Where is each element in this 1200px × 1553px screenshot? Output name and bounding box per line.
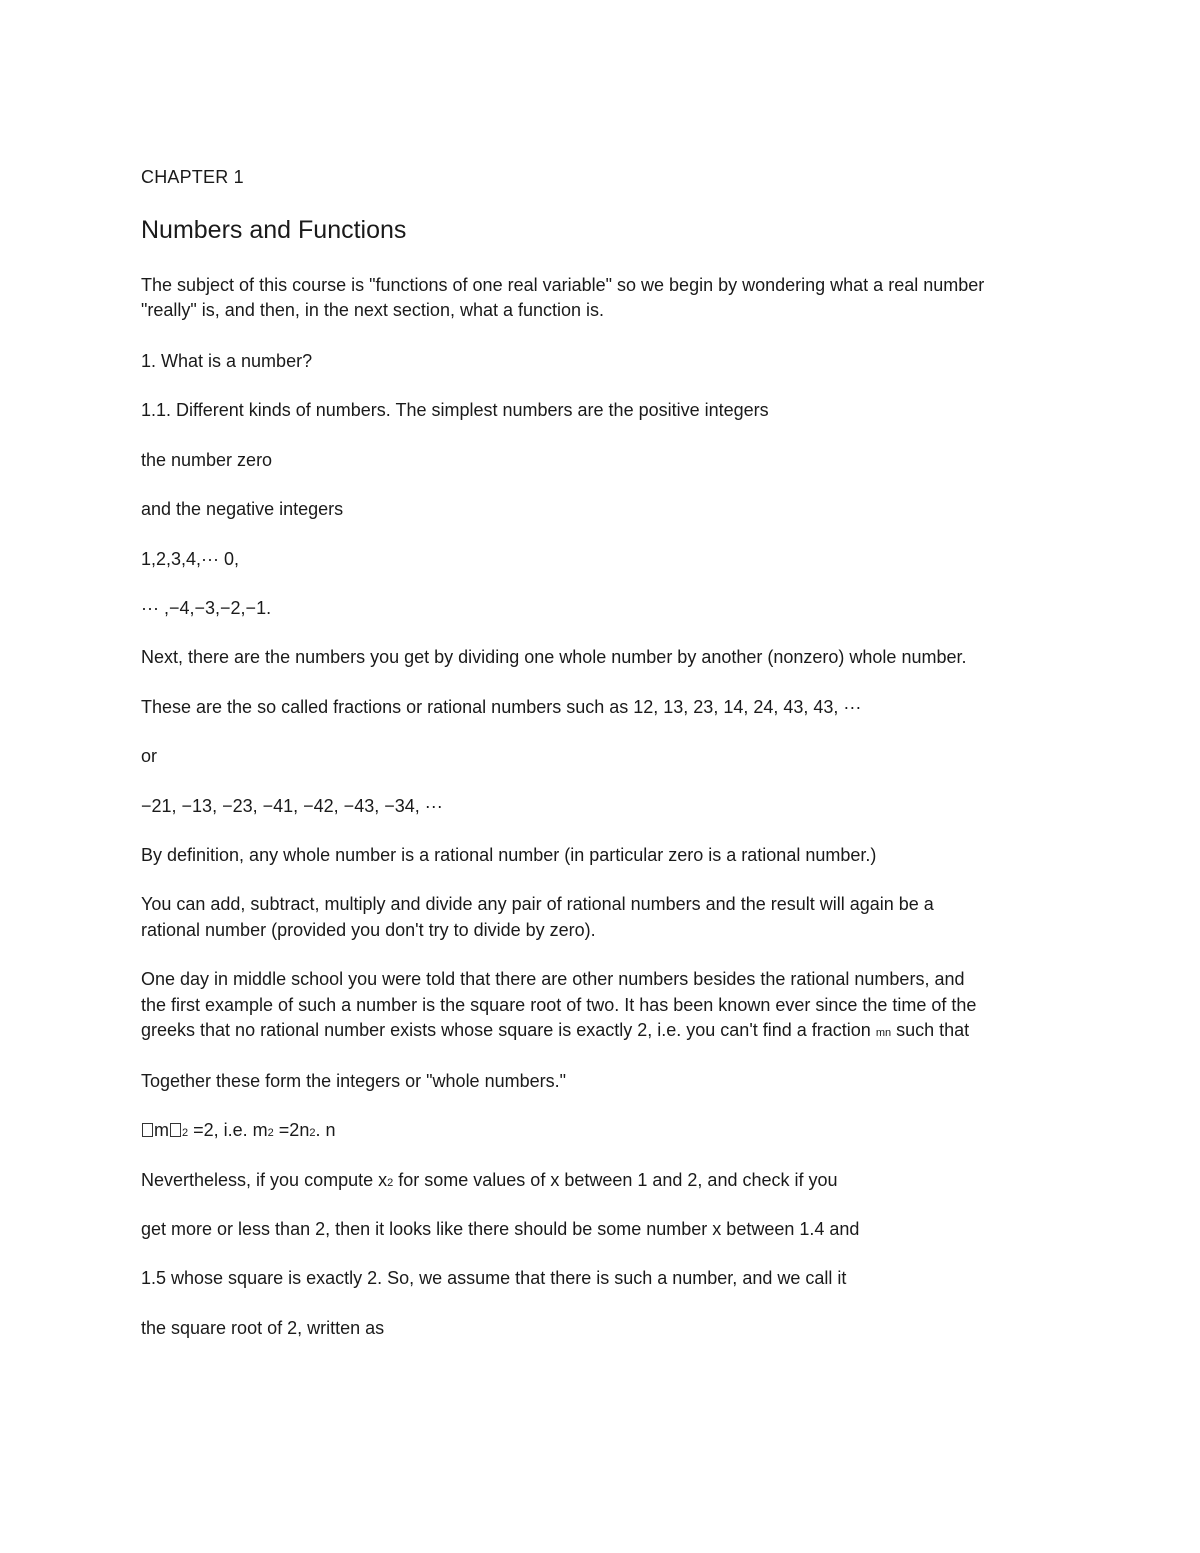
middle-school-line-1: One day in middle school you were told that there are other numbers besides the rational numbers, and bbox=[141, 969, 965, 989]
subscript: 2 bbox=[387, 1177, 394, 1189]
middle-school-line-3 bbox=[141, 1018, 969, 1046]
negative-fractions-line: −21, −13, −23, −41, −42, −43, −34, ··· bbox=[141, 796, 443, 816]
page-title: Numbers and Functions bbox=[141, 216, 407, 244]
subscript: 2 bbox=[309, 1127, 316, 1139]
section-heading: 1. What is a number? bbox=[141, 351, 313, 371]
text-span: Nevertheless, if you compute x bbox=[141, 1170, 388, 1190]
negative-list-line: ··· ,−4,−3,−2,−1. bbox=[141, 598, 272, 618]
text-span: m bbox=[154, 1120, 169, 1140]
fraction-subscript: mn bbox=[875, 1027, 892, 1039]
next-line: Next, there are the numbers you get by dividing one whole number by another (nonzero) whole number. bbox=[141, 647, 967, 667]
negative-integers-line: and the negative integers bbox=[141, 499, 344, 519]
text-span: =2, i.e. m bbox=[188, 1120, 268, 1140]
number-zero-line: the number zero bbox=[141, 450, 273, 470]
text-span: for some values of x between 1 and 2, and check if you bbox=[393, 1170, 838, 1190]
sqrt-line: the square root of 2, written as bbox=[141, 1318, 385, 1338]
equation-line bbox=[141, 1118, 335, 1146]
compute-line bbox=[141, 1168, 838, 1196]
subscript: 2 bbox=[267, 1127, 274, 1139]
intro-line-2: "really" is, and then, in the next section, what a function is. bbox=[141, 300, 605, 320]
subsection-heading: 1.1. Different kinds of numbers. The simplest numbers are the positive integers bbox=[141, 400, 769, 420]
text-span: greeks that no rational number exists whose square is exactly 2, i.e. you can't find a fraction bbox=[141, 1020, 876, 1040]
positive-list-line: 1,2,3,4,··· 0, bbox=[141, 549, 240, 569]
assume-line: 1.5 whose square is exactly 2. So, we assume that there is such a number, and we call it bbox=[141, 1268, 847, 1288]
chapter-label: CHAPTER 1 bbox=[141, 167, 244, 187]
text-span: . n bbox=[315, 1120, 336, 1140]
intro-line-1: The subject of this course is "functions of one real variable" so we begin by wondering what a real number bbox=[141, 275, 985, 295]
more-less-line: get more or less than 2, then it looks like there should be some number x between 1.4 and bbox=[141, 1219, 860, 1239]
definition-line: By definition, any whole number is a rational number (in particular zero is a rational number.) bbox=[141, 845, 877, 865]
fractions-line: These are the so called fractions or rational numbers such as 12, 13, 23, 14, 24, 43, 43, ··· bbox=[141, 697, 862, 717]
subscript: 2 bbox=[182, 1127, 189, 1139]
operations-line-2: rational number (provided you don't try to divide by zero). bbox=[141, 920, 596, 940]
missing-glyph-icon bbox=[170, 1123, 181, 1137]
or-line: or bbox=[141, 746, 158, 766]
together-line: Together these form the integers or "whole numbers." bbox=[141, 1071, 566, 1091]
middle-school-line-2: the first example of such a number is the square root of two. It has been known ever since the time of the bbox=[141, 995, 977, 1015]
missing-glyph-icon bbox=[142, 1123, 153, 1137]
operations-line-1: You can add, subtract, multiply and divide any pair of rational numbers and the result will again be a bbox=[141, 894, 934, 914]
text-span: such that bbox=[891, 1020, 970, 1040]
text-span: =2n bbox=[273, 1120, 310, 1140]
